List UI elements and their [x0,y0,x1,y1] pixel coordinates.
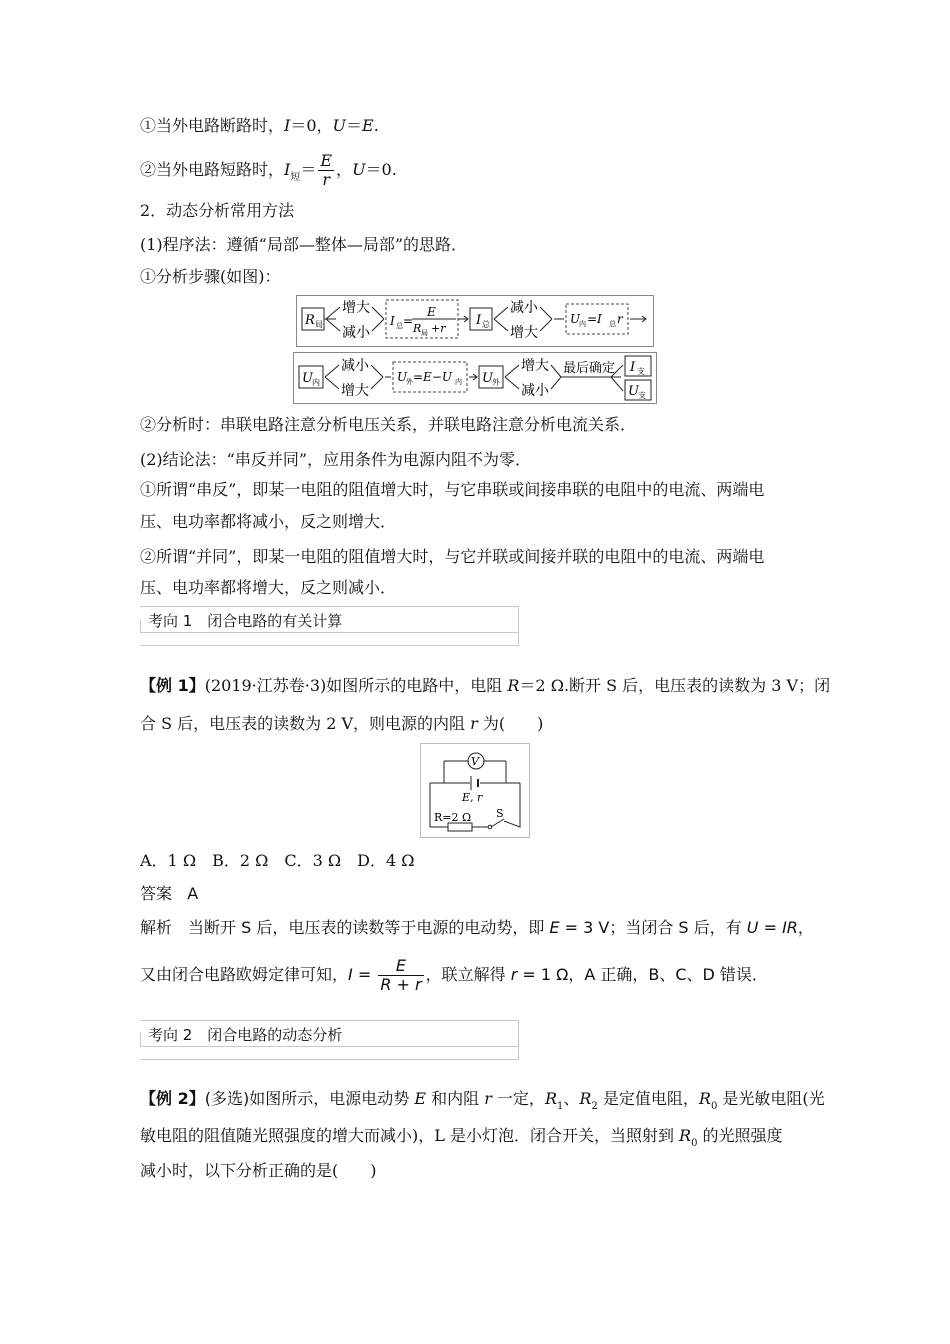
flow-formula-eq: = [403,314,414,328]
method-conclusion: (2)结论法：“串反并同”，应用条件为电源内阻不为零． [140,450,532,469]
flow-u-out-2-sub: 外 [492,378,500,387]
method-program: (1)程序法：遵循“局部—整体—局部”的思路． [140,235,468,254]
flow-u-branch-sub: 支 [638,391,646,400]
series-rule-line-2: 压、电功率都将减小，反之则增大． [140,512,397,531]
flow-r-local: R [305,313,315,328]
flow-formula-den-r: R [413,322,422,335]
heading-dynamic-analysis: 2．动态分析常用方法 [140,201,295,220]
circuit-switch-label: S [496,807,504,820]
flow-i-total-2-sub: 总 [482,320,490,329]
flow-diagram-row-2 [293,352,657,404]
flow-r-local-sub: 局 [315,320,323,329]
flow-u-out-2: U [482,371,493,386]
short-circuit-fraction: $\frac{E}{r}$ [320,151,333,189]
flow-inc-2: 增大 [510,325,538,341]
flow-dec-3: 减小 [341,358,369,374]
flow-dec-2: 减小 [510,300,538,316]
section-heading-1 [140,606,519,646]
example-2-line-3: 减小时，以下分析正确的是( ) [140,1161,377,1180]
example-1-label: 【例 1】 [140,676,205,695]
example-1-line-1: 【例 1】(2019·江苏卷·3)如图所示的电路中，电阻 R＝2 Ω.断开 S 后，电压表的读数为 3 V；闭 [140,676,831,695]
flow-formula-den-plus: +r [431,322,446,335]
flow-i-total: I [390,314,395,328]
circuit-resistor-label: R=2 Ω [434,811,472,824]
flow-u-out-eq-sub: 内 [455,378,462,386]
example-1-analysis-line-1: 解析 当断开 S 后，电压表的读数等于电源的电动势，即 E = 3 V；当闭合 S 后，有 U = IR， [140,918,814,937]
flow-u-in-sub: 内 [579,320,586,328]
example-1-line-2: 合 S 后，电压表的读数为 2 V，则电源的内阻 r 为( ) [140,714,544,733]
example-1-answer [140,884,198,904]
flow-i-branch-sub: 支 [637,367,645,376]
short-circuit-line: ②当外电路短路时，$I_短=$ $\frac{E}{r}$ ，U＝0. [140,151,397,189]
section-heading-1-label: 考向 1 闭合电路的有关计算 [148,612,343,630]
flow-u-out-sub: 外 [406,378,413,386]
analysis-note: ②分析时：串联电路注意分析电压关系，并联电路注意分析电流关系． [140,415,637,434]
flow-dec-4: 减小 [521,383,549,399]
flow-u-in-eq-sub: 总 [609,320,616,328]
flow-u-in-2: U [302,371,313,386]
flow-i-total-2: I [476,313,482,328]
section-heading-2-label: 考向 2 闭合电路的动态分析 [148,1026,343,1044]
example-2-line-2: 敏电阻的阻值随光照强度的增大而减小)，L 是小灯泡．闭合开关，当照射到 $R_0$ 的光照强度 [140,1126,783,1149]
flow-inc-4: 增大 [521,358,549,374]
flow-inc-3: 增大 [341,383,369,399]
flow-dec-1: 减小 [342,325,370,341]
parallel-rule-line-2: 压、电功率都将增大，反之则减小． [140,578,397,597]
flow-inc-1: 增大 [342,300,370,316]
flow-i-branch: I [630,360,636,375]
flow-final: 最后确定 [563,361,616,376]
steps-label: ①分析步骤(如图)： [140,267,281,286]
flow-u-out-eq: =E−U [413,370,452,384]
circuit-diagram [420,743,530,838]
flow-u-branch: U [628,384,639,399]
flow-u-in-2-sub: 内 [312,378,320,387]
flow-u-in: U [570,312,581,326]
example-1-options: A．1 Ω B．2 Ω C．3 Ω D．4 Ω [140,851,415,870]
open-circuit-line: ①当外电路断路时，I＝0，U＝E. [140,116,379,135]
flow-u-out: U [397,370,408,384]
flow-formula-num: E [427,305,436,319]
flow-formula-den-sub: 局 [421,329,428,337]
ohm-law-fraction: $\frac{E}{R + r}$ [380,956,422,994]
series-rule-line-1: ①所谓“串反”，即某一电阻的阻值增大时，与它串联或间接串联的电阻中的电流、两端电 [140,480,765,499]
circuit-source-label: E, r [462,791,483,804]
flow-u-in-eq-r: r [617,312,623,326]
flow-i-total-sub: 总 [396,322,403,330]
answer-label: 答案 [140,884,173,903]
parallel-rule-line-1: ②所谓“并同”，即某一电阻的阻值增大时，与它并联或间接并联的电阻中的电流、两端电 [140,547,765,566]
example-2-line-1: 【例 2】(多选)如图所示，电源电动势 E 和内阻 r 一定，$R_1$、$R_2$ 是定值电阻，$R_0$ 是光敏电阻(光 [140,1089,825,1112]
example-2-label: 【例 2】 [140,1089,205,1108]
flow-u-in-eq: =I [587,312,602,326]
example-1-analysis-line-2: 又由闭合电路欧姆定律可知，I = $\frac{E}{R + r}$ ，联立解得 r = 1 Ω，A 正确，B、C、D 错误． [140,956,768,994]
circuit-voltmeter: V [471,755,479,768]
analysis-label: 解析 [140,918,173,937]
answer-value: A [187,884,199,903]
section-heading-2 [140,1020,519,1060]
flow-diagram-row-1 [296,295,654,347]
